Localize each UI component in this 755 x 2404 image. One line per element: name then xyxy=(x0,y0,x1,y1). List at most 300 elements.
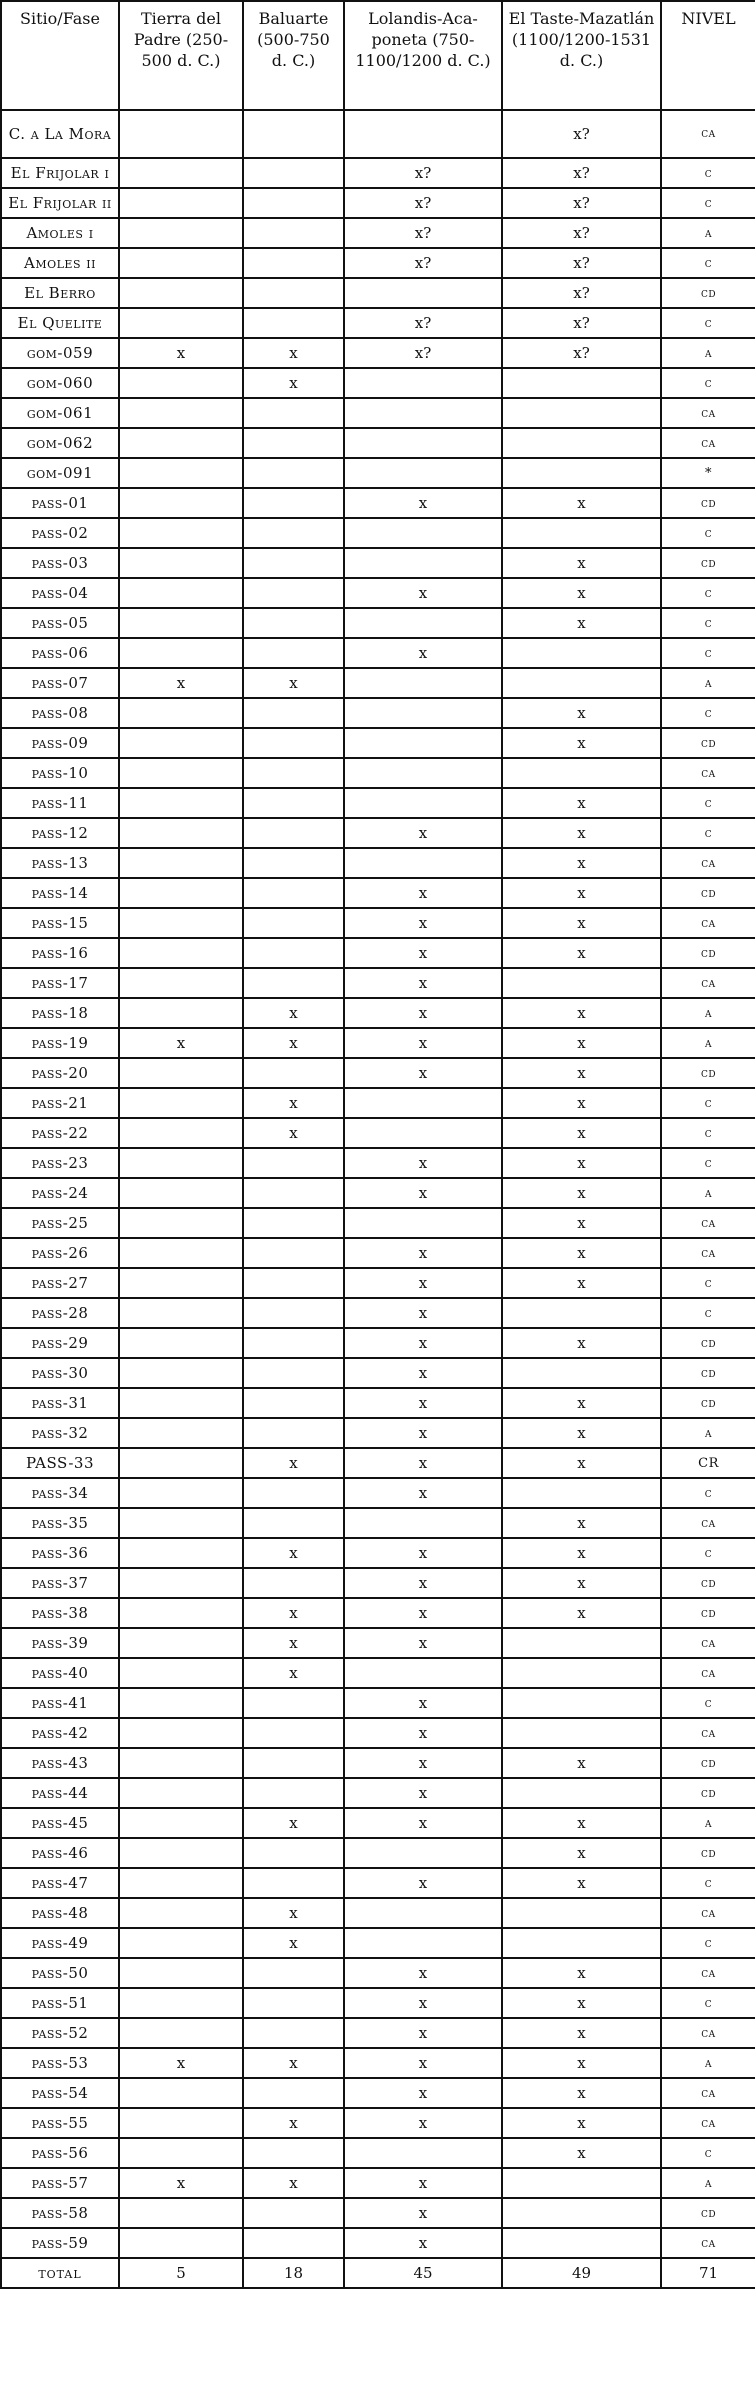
nivel-cell: cd xyxy=(661,1388,755,1418)
site-cell: Amoles i xyxy=(1,218,119,248)
tierra-del-padre-cell xyxy=(119,818,243,848)
el-taste-mazatlan-cell: x xyxy=(502,728,661,758)
baluarte-cell xyxy=(243,968,344,998)
baluarte-cell xyxy=(243,1748,344,1778)
tierra-del-padre-cell: x xyxy=(119,1028,243,1058)
table-row xyxy=(1,488,755,518)
tierra-del-padre-cell xyxy=(119,1568,243,1598)
el-taste-mazatlan-cell xyxy=(502,1628,661,1658)
el-taste-mazatlan-cell: x xyxy=(502,1268,661,1298)
nivel-cell: ca xyxy=(661,2108,755,2138)
table-row xyxy=(1,1808,755,1838)
lolandis-acaponeta-cell xyxy=(344,458,502,488)
lolandis-acaponeta-cell: x xyxy=(344,1778,502,1808)
baluarte-cell: x xyxy=(243,1448,344,1478)
site-cell: pass-14 xyxy=(1,878,119,908)
lolandis-acaponeta-cell: x xyxy=(344,2078,502,2108)
tierra-del-padre-cell: x xyxy=(119,338,243,368)
lolandis-acaponeta-cell: x xyxy=(344,1178,502,1208)
nivel-cell: a xyxy=(661,1418,755,1448)
el-taste-mazatlan-cell xyxy=(502,1898,661,1928)
baluarte-cell xyxy=(243,1838,344,1868)
tierra-del-padre-cell xyxy=(119,2078,243,2108)
lolandis-acaponeta-cell xyxy=(344,698,502,728)
table-row xyxy=(1,818,755,848)
table-row xyxy=(1,2018,755,2048)
el-taste-mazatlan-cell xyxy=(502,518,661,548)
lolandis-acaponeta-cell: x? xyxy=(344,158,502,188)
site-cell: pass-51 xyxy=(1,1988,119,2018)
site-cell: pass-40 xyxy=(1,1658,119,1688)
site-cell: pass-11 xyxy=(1,788,119,818)
baluarte-cell: x xyxy=(243,998,344,1028)
nivel-cell: c xyxy=(661,248,755,278)
table-row xyxy=(1,1358,755,1388)
tierra-del-padre-cell xyxy=(119,1478,243,1508)
nivel-cell: c xyxy=(661,788,755,818)
lolandis-acaponeta-cell: x xyxy=(344,1688,502,1718)
baluarte-cell: x xyxy=(243,668,344,698)
baluarte-cell xyxy=(243,278,344,308)
lolandis-acaponeta-cell: x xyxy=(344,1868,502,1898)
baluarte-cell xyxy=(243,818,344,848)
table-row xyxy=(1,1538,755,1568)
tierra-del-padre-cell xyxy=(119,518,243,548)
baluarte-cell: x xyxy=(243,368,344,398)
nivel-cell: cd xyxy=(661,1838,755,1868)
tierra-del-padre-cell xyxy=(119,1328,243,1358)
nivel-cell: ca xyxy=(661,1898,755,1928)
table-row xyxy=(1,110,755,158)
table-row xyxy=(1,1058,755,1088)
baluarte-cell xyxy=(243,908,344,938)
el-taste-mazatlan-cell: x? xyxy=(502,278,661,308)
tierra-del-padre-cell xyxy=(119,248,243,278)
site-cell: pass-45 xyxy=(1,1808,119,1838)
table-row xyxy=(1,428,755,458)
nivel-cell: c xyxy=(661,1928,755,1958)
baluarte-cell xyxy=(243,2018,344,2048)
lolandis-acaponeta-cell: x xyxy=(344,1028,502,1058)
el-taste-mazatlan-cell: x xyxy=(502,1808,661,1838)
site-cell: pass-52 xyxy=(1,2018,119,2048)
baluarte-cell: x xyxy=(243,2168,344,2198)
baluarte-cell xyxy=(243,1178,344,1208)
site-cell: pass-28 xyxy=(1,1298,119,1328)
table-header xyxy=(1,1,755,110)
tierra-del-padre-cell xyxy=(119,1778,243,1808)
nivel-cell: c xyxy=(661,1538,755,1568)
tierra-del-padre-cell xyxy=(119,1238,243,1268)
el-taste-mazatlan-cell: x xyxy=(502,2018,661,2048)
nivel-cell: a xyxy=(661,2048,755,2078)
header-el-taste-mazatlan: El Taste-Mazatlán (1100/1200-1531 d. C.) xyxy=(502,1,661,110)
table-row xyxy=(1,638,755,668)
nivel-cell: cd xyxy=(661,938,755,968)
el-taste-mazatlan-cell: x xyxy=(502,1118,661,1148)
nivel-cell: c xyxy=(661,1988,755,2018)
lolandis-acaponeta-cell: x xyxy=(344,2048,502,2078)
lolandis-acaponeta-cell: x xyxy=(344,1568,502,1598)
table-row xyxy=(1,1988,755,2018)
table-row xyxy=(1,1028,755,1058)
nivel-cell: c xyxy=(661,698,755,728)
table-row xyxy=(1,1508,755,1538)
baluarte-cell: x xyxy=(243,2048,344,2078)
tierra-del-padre-cell xyxy=(119,608,243,638)
table-row xyxy=(1,1268,755,1298)
tierra-del-padre-cell xyxy=(119,2018,243,2048)
site-cell: gom-062 xyxy=(1,428,119,458)
site-cell: pass-05 xyxy=(1,608,119,638)
table-row xyxy=(1,1328,755,1358)
site-cell: pass-02 xyxy=(1,518,119,548)
lolandis-acaponeta-cell xyxy=(344,278,502,308)
tierra-del-padre-cell xyxy=(119,1868,243,1898)
tierra-del-padre-cell xyxy=(119,278,243,308)
nivel-cell: c xyxy=(661,188,755,218)
el-taste-mazatlan-cell: x xyxy=(502,1088,661,1118)
site-cell: pass-12 xyxy=(1,818,119,848)
site-cell: pass-26 xyxy=(1,1238,119,1268)
tierra-del-padre-cell xyxy=(119,848,243,878)
el-taste-mazatlan-cell: x xyxy=(502,878,661,908)
tierra-del-padre-cell xyxy=(119,1598,243,1628)
nivel-cell: c xyxy=(661,1268,755,1298)
baluarte-cell: x xyxy=(243,1028,344,1058)
table-row xyxy=(1,1688,755,1718)
total-nivel: 71 xyxy=(661,2258,755,2288)
tierra-del-padre-cell xyxy=(119,2228,243,2258)
site-cell: El Quelite xyxy=(1,308,119,338)
tierra-del-padre-cell xyxy=(119,368,243,398)
tierra-del-padre-cell xyxy=(119,308,243,338)
el-taste-mazatlan-cell: x xyxy=(502,698,661,728)
table-row xyxy=(1,2078,755,2108)
nivel-cell: c xyxy=(661,368,755,398)
lolandis-acaponeta-cell: x xyxy=(344,968,502,998)
el-taste-mazatlan-cell xyxy=(502,1778,661,1808)
nivel-cell: c xyxy=(661,1298,755,1328)
el-taste-mazatlan-cell: x? xyxy=(502,158,661,188)
lolandis-acaponeta-cell: x xyxy=(344,2018,502,2048)
nivel-cell: a xyxy=(661,218,755,248)
site-cell: C. a La Mora xyxy=(1,110,119,158)
nivel-cell: c xyxy=(661,1148,755,1178)
lolandis-acaponeta-cell xyxy=(344,1508,502,1538)
el-taste-mazatlan-cell xyxy=(502,668,661,698)
table-row xyxy=(1,998,755,1028)
el-taste-mazatlan-cell: x? xyxy=(502,248,661,278)
lolandis-acaponeta-cell: x xyxy=(344,908,502,938)
tierra-del-padre-cell xyxy=(119,488,243,518)
tierra-del-padre-cell xyxy=(119,188,243,218)
nivel-cell: ca xyxy=(661,110,755,158)
baluarte-cell: x xyxy=(243,2108,344,2138)
el-taste-mazatlan-cell: x? xyxy=(502,308,661,338)
table-row xyxy=(1,1928,755,1958)
table-footer xyxy=(1,2258,755,2288)
table-row xyxy=(1,788,755,818)
nivel-cell: ca xyxy=(661,1208,755,1238)
site-cell: pass-29 xyxy=(1,1328,119,1358)
lolandis-acaponeta-cell: x xyxy=(344,1448,502,1478)
tierra-del-padre-cell xyxy=(119,1808,243,1838)
lolandis-acaponeta-cell xyxy=(344,1838,502,1868)
baluarte-cell: x xyxy=(243,1658,344,1688)
nivel-cell: a xyxy=(661,338,755,368)
tierra-del-padre-cell xyxy=(119,218,243,248)
tierra-del-padre-cell xyxy=(119,398,243,428)
lolandis-acaponeta-cell xyxy=(344,728,502,758)
baluarte-cell xyxy=(243,878,344,908)
nivel-cell: a xyxy=(661,1808,755,1838)
table-row xyxy=(1,2168,755,2198)
tierra-del-padre-cell xyxy=(119,1898,243,1928)
nivel-cell: a xyxy=(661,668,755,698)
nivel-cell: ca xyxy=(661,2018,755,2048)
nivel-cell: cd xyxy=(661,1058,755,1088)
table-row xyxy=(1,308,755,338)
lolandis-acaponeta-cell xyxy=(344,428,502,458)
site-cell: pass-50 xyxy=(1,1958,119,1988)
lolandis-acaponeta-cell: x xyxy=(344,1628,502,1658)
nivel-cell: cd xyxy=(661,2198,755,2228)
tierra-del-padre-cell xyxy=(119,1628,243,1658)
tierra-del-padre-cell: x xyxy=(119,2048,243,2078)
lolandis-acaponeta-cell xyxy=(344,2138,502,2168)
site-cell: pass-54 xyxy=(1,2078,119,2108)
site-cell: pass-21 xyxy=(1,1088,119,1118)
tierra-del-padre-cell: x xyxy=(119,2168,243,2198)
site-cell: pass-58 xyxy=(1,2198,119,2228)
header-sitio-fase: Sitio/Fase xyxy=(1,1,119,110)
lolandis-acaponeta-cell: x xyxy=(344,1988,502,2018)
nivel-cell: cd xyxy=(661,488,755,518)
el-taste-mazatlan-cell xyxy=(502,1358,661,1388)
table-row xyxy=(1,608,755,638)
site-cell: pass-15 xyxy=(1,908,119,938)
baluarte-cell xyxy=(243,758,344,788)
nivel-cell: c xyxy=(661,1868,755,1898)
site-cell: pass-01 xyxy=(1,488,119,518)
baluarte-cell: x xyxy=(243,1808,344,1838)
nivel-cell: c xyxy=(661,608,755,638)
el-taste-mazatlan-cell: x xyxy=(502,1538,661,1568)
lolandis-acaponeta-cell xyxy=(344,1088,502,1118)
tierra-del-padre-cell xyxy=(119,548,243,578)
tierra-del-padre-cell xyxy=(119,968,243,998)
lolandis-acaponeta-cell: x xyxy=(344,1808,502,1838)
baluarte-cell xyxy=(243,518,344,548)
el-taste-mazatlan-cell: x xyxy=(502,1388,661,1418)
tierra-del-padre-cell xyxy=(119,698,243,728)
total-el-taste-mazatlan: 49 xyxy=(502,2258,661,2288)
table-row xyxy=(1,2198,755,2228)
nivel-cell: ca xyxy=(661,908,755,938)
tierra-del-padre-cell xyxy=(119,1208,243,1238)
tierra-del-padre-cell xyxy=(119,1958,243,1988)
baluarte-cell xyxy=(243,1358,344,1388)
baluarte-cell xyxy=(243,1268,344,1298)
tierra-del-padre-cell xyxy=(119,1298,243,1328)
site-cell: pass-13 xyxy=(1,848,119,878)
baluarte-cell xyxy=(243,1238,344,1268)
table-row xyxy=(1,1658,755,1688)
baluarte-cell: x xyxy=(243,1598,344,1628)
nivel-cell: ca xyxy=(661,1718,755,1748)
el-taste-mazatlan-cell xyxy=(502,428,661,458)
site-cell: pass-44 xyxy=(1,1778,119,1808)
el-taste-mazatlan-cell xyxy=(502,1688,661,1718)
site-cell: gom-091 xyxy=(1,458,119,488)
site-cell: pass-27 xyxy=(1,1268,119,1298)
site-cell: pass-24 xyxy=(1,1178,119,1208)
el-taste-mazatlan-cell xyxy=(502,1298,661,1328)
lolandis-acaponeta-cell xyxy=(344,1928,502,1958)
lolandis-acaponeta-cell: x xyxy=(344,1388,502,1418)
baluarte-cell xyxy=(243,158,344,188)
lolandis-acaponeta-cell: x xyxy=(344,2198,502,2228)
table-row xyxy=(1,848,755,878)
table-row xyxy=(1,1958,755,1988)
lolandis-acaponeta-cell: x xyxy=(344,998,502,1028)
tierra-del-padre-cell xyxy=(119,1418,243,1448)
site-cell: pass-20 xyxy=(1,1058,119,1088)
site-cell: gom-061 xyxy=(1,398,119,428)
el-taste-mazatlan-cell: x xyxy=(502,1418,661,1448)
site-cell: pass-48 xyxy=(1,1898,119,1928)
lolandis-acaponeta-cell xyxy=(344,608,502,638)
site-cell: gom-059 xyxy=(1,338,119,368)
site-cell: pass-42 xyxy=(1,1718,119,1748)
el-taste-mazatlan-cell: x xyxy=(502,818,661,848)
lolandis-acaponeta-cell xyxy=(344,668,502,698)
tierra-del-padre-cell xyxy=(119,1088,243,1118)
table-row xyxy=(1,278,755,308)
nivel-cell: cd xyxy=(661,878,755,908)
lolandis-acaponeta-cell: x xyxy=(344,488,502,518)
lolandis-acaponeta-cell xyxy=(344,1118,502,1148)
table-row xyxy=(1,968,755,998)
table-row xyxy=(1,1448,755,1478)
nivel-cell: * xyxy=(661,458,755,488)
nivel-cell: c xyxy=(661,1118,755,1148)
table-row xyxy=(1,1628,755,1658)
el-taste-mazatlan-cell xyxy=(502,1718,661,1748)
header-row xyxy=(1,1,755,110)
site-cell: pass-53 xyxy=(1,2048,119,2078)
site-cell: pass-41 xyxy=(1,1688,119,1718)
site-cell: pass-19 xyxy=(1,1028,119,1058)
site-cell: pass-23 xyxy=(1,1148,119,1178)
site-cell: pass-17 xyxy=(1,968,119,998)
tierra-del-padre-cell xyxy=(119,878,243,908)
table-row xyxy=(1,188,755,218)
el-taste-mazatlan-cell xyxy=(502,458,661,488)
lolandis-acaponeta-cell: x xyxy=(344,1058,502,1088)
lolandis-acaponeta-cell: x xyxy=(344,1298,502,1328)
table-row xyxy=(1,1088,755,1118)
baluarte-cell xyxy=(243,728,344,758)
baluarte-cell xyxy=(243,1208,344,1238)
tierra-del-padre-cell xyxy=(119,428,243,458)
el-taste-mazatlan-cell: x xyxy=(502,1508,661,1538)
table-row xyxy=(1,1598,755,1628)
tierra-del-padre-cell xyxy=(119,938,243,968)
lolandis-acaponeta-cell: x xyxy=(344,1958,502,1988)
table-row xyxy=(1,758,755,788)
lolandis-acaponeta-cell: x xyxy=(344,2168,502,2198)
lolandis-acaponeta-cell xyxy=(344,110,502,158)
el-taste-mazatlan-cell: x xyxy=(502,1868,661,1898)
site-cell: pass-57 xyxy=(1,2168,119,2198)
tierra-del-padre-cell xyxy=(119,578,243,608)
baluarte-cell xyxy=(243,638,344,668)
site-cell: pass-46 xyxy=(1,1838,119,1868)
lolandis-acaponeta-cell xyxy=(344,398,502,428)
lolandis-acaponeta-cell: x xyxy=(344,1538,502,1568)
table-row xyxy=(1,1568,755,1598)
lolandis-acaponeta-cell xyxy=(344,518,502,548)
baluarte-cell xyxy=(243,938,344,968)
el-taste-mazatlan-cell: x xyxy=(502,908,661,938)
el-taste-mazatlan-cell: x xyxy=(502,1568,661,1598)
nivel-cell: c xyxy=(661,518,755,548)
lolandis-acaponeta-cell: x? xyxy=(344,308,502,338)
site-cell: pass-09 xyxy=(1,728,119,758)
baluarte-cell xyxy=(243,218,344,248)
lolandis-acaponeta-cell: x? xyxy=(344,248,502,278)
nivel-cell: a xyxy=(661,1178,755,1208)
table-row xyxy=(1,938,755,968)
baluarte-cell xyxy=(243,2078,344,2108)
el-taste-mazatlan-cell: x xyxy=(502,938,661,968)
table-row xyxy=(1,1778,755,1808)
tierra-del-padre-cell xyxy=(119,1148,243,1178)
el-taste-mazatlan-cell xyxy=(502,368,661,398)
baluarte-cell xyxy=(243,1388,344,1418)
site-cell: pass-59 xyxy=(1,2228,119,2258)
lolandis-acaponeta-cell xyxy=(344,788,502,818)
nivel-cell: c xyxy=(661,1688,755,1718)
baluarte-cell xyxy=(243,578,344,608)
nivel-cell: cd xyxy=(661,1598,755,1628)
baluarte-cell xyxy=(243,1058,344,1088)
nivel-cell: c xyxy=(661,1478,755,1508)
site-cell: gom-060 xyxy=(1,368,119,398)
baluarte-cell: x xyxy=(243,338,344,368)
site-cell: El Frijolar ii xyxy=(1,188,119,218)
site-cell: PASS-33 xyxy=(1,1448,119,1478)
table-row xyxy=(1,398,755,428)
baluarte-cell xyxy=(243,248,344,278)
lolandis-acaponeta-cell: x? xyxy=(344,338,502,368)
site-cell: pass-06 xyxy=(1,638,119,668)
lolandis-acaponeta-cell: x xyxy=(344,1748,502,1778)
site-cell: pass-47 xyxy=(1,1868,119,1898)
nivel-cell: c xyxy=(661,638,755,668)
table-row xyxy=(1,1208,755,1238)
nivel-cell: c xyxy=(661,2138,755,2168)
table-row xyxy=(1,578,755,608)
table-row xyxy=(1,698,755,728)
el-taste-mazatlan-cell xyxy=(502,638,661,668)
nivel-cell: cd xyxy=(661,1358,755,1388)
site-cell: pass-22 xyxy=(1,1118,119,1148)
site-cell: Amoles ii xyxy=(1,248,119,278)
lolandis-acaponeta-cell xyxy=(344,1208,502,1238)
